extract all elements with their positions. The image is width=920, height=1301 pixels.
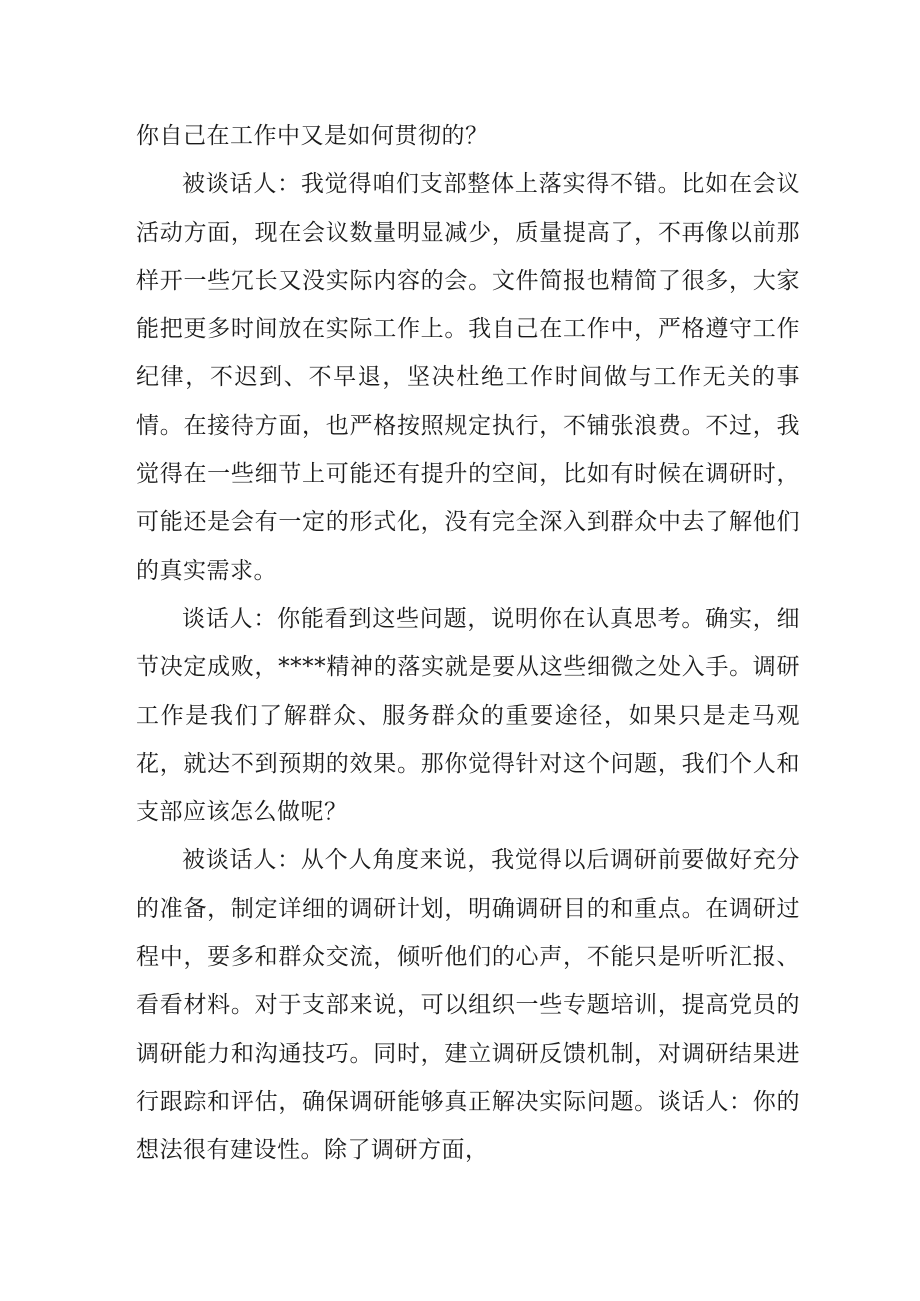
document-page [136, 112, 800, 1175]
paragraph-interviewer-question: 谈话人：你能看到这些问题，说明你在认真思考。确实，细节决定成败，****精神的落实就是要从这些细微之处入手。调研工作是我们了解群众、服务群众的重要途径，如果只是走马观花，就达不到预期的效果。那你觉得针对这个问题，我们个人和支部应该怎么做呢？ [136, 605, 800, 826]
paragraph-interviewee-answer-2: 被谈话人：从个人角度来说，我觉得以后调研前要做好充分的准备，制定详细的调研计划，明确调研目的和重点。在调研过程中，要多和群众交流，倾听他们的心声，不能只是听听汇报、看看材料。对于支部来说，可以组织一些专题培训，提高党员的调研能力和沟通技巧。同时，建立调研反馈机制，对调研结果进行跟踪和评估，确保调研能够真正解决实际问题。谈话人：你的想法很有建设性。除了调研方面， [136, 847, 800, 1164]
paragraph-interviewee-answer-1: 被谈话人：我觉得咱们支部整体上落实得不错。比如在会议活动方面，现在会议数量明显减少，质量提高了，不再像以前那样开一些冗长又没实际内容的会。文件简报也精简了很多，大家能把更多时间放在实际工作上。我自己在工作中，严格遵守工作纪律，不迟到、不早退，坚决杜绝工作时间做与工作无关的事情。在接待方面，也严格按照规定执行，不铺张浪费。不过，我觉得在一些细节上可能还有提升的空间，比如有时候在调研时，可能还是会有一定的形式化，没有完全深入到群众中去了解他们的真实需求。 [136, 171, 800, 584]
paragraph-continuation: 你自己在工作中又是如何贯彻的？ [136, 123, 489, 149]
